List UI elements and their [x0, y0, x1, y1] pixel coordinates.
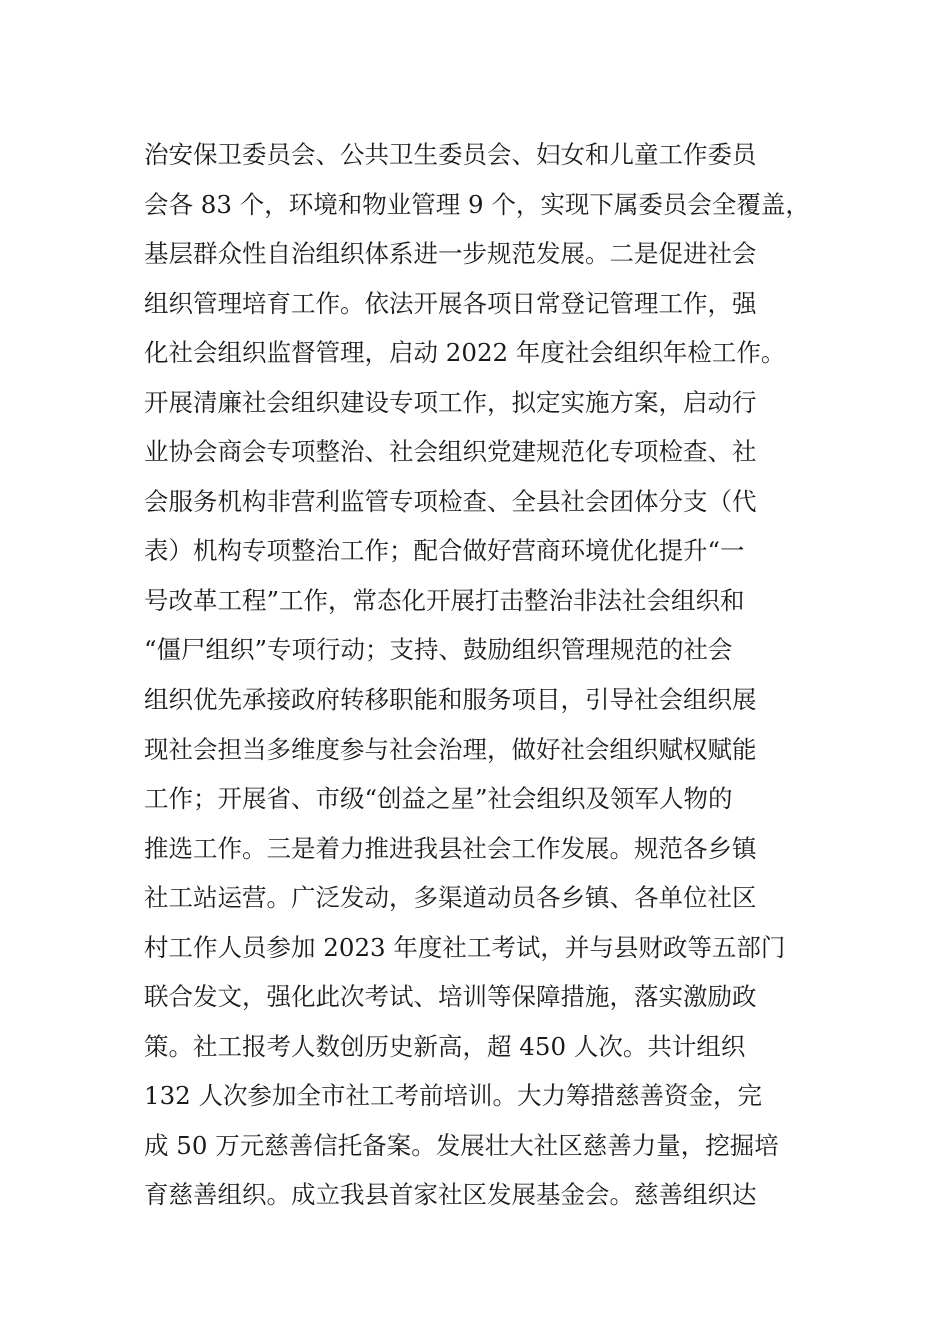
text-line: 开展清廉社会组织建设专项工作，拟定实施方案，启动行	[144, 387, 757, 417]
text-line: 成 50 万元慈善信托备案。发展壮大社区慈善力量，挖掘培	[144, 1130, 779, 1160]
text-line: 组织管理培育工作。依法开展各项日常登记管理工作，强	[144, 288, 757, 318]
text-line: 132 人次参加全市社工考前培训。大力筹措慈善资金，完	[144, 1081, 763, 1111]
text-line: 推选工作。三是着力推进我县社会工作发展。规范各乡镇	[144, 833, 757, 863]
text-line: 育慈善组织。成立我县首家社区发展基金会。慈善组织达	[144, 1180, 757, 1210]
text-line: 业协会商会专项整治、社会组织党建规范化专项检查、社	[144, 437, 757, 467]
text-line: 号改革工程”工作，常态化开展打击整治非法社会组织和	[144, 585, 745, 615]
text-line: 组织优先承接政府转移职能和服务项目，引导社会组织展	[144, 685, 757, 715]
text-line: 村工作人员参加 2023 年度社工考试，并与县财政等五部门	[144, 932, 786, 962]
body-text	[144, 130, 824, 1220]
text-line: 化社会组织监督管理，启动 2022 年度社会组织年检工作。	[144, 338, 786, 368]
text-line: 联合发文，强化此次考试、培训等保障措施，落实激励政	[144, 982, 757, 1012]
text-line: 基层群众性自治组织体系进一步规范发展。二是促进社会	[144, 239, 757, 269]
text-line: 策。社工报考人数创历史新高，超 450 人次。共计组织	[144, 1031, 746, 1061]
text-line: “僵尸组织”专项行动；支持、鼓励组织管理规范的社会	[144, 635, 733, 665]
text-line: 会服务机构非营利监管专项检查、全县社会团体分支（代	[144, 486, 757, 516]
text-line: 会各 83 个，环境和物业管理 9 个，实现下属委员会全覆盖，	[144, 189, 810, 219]
text-line: 社工站运营。广泛发动，多渠道动员各乡镇、各单位社区	[144, 883, 757, 913]
text-line: 治安保卫委员会、公共卫生委员会、妇女和儿童工作委员	[144, 140, 757, 169]
text-line: 表）机构专项整治工作；配合做好营商环境优化提升“一	[144, 536, 745, 566]
text-line: 工作；开展省、市级“创益之星”社会组织及领军人物的	[144, 784, 733, 814]
text-line: 现社会担当多维度参与社会治理，做好社会组织赋权赋能	[144, 734, 757, 764]
